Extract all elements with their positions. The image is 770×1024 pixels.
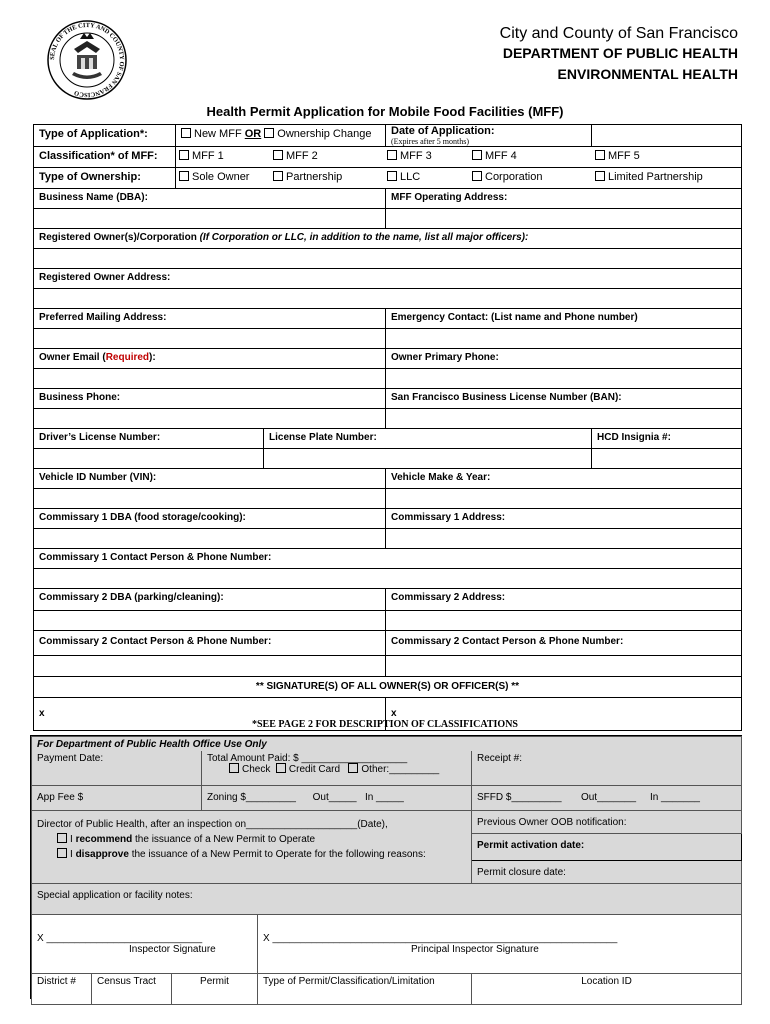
mff4-option[interactable]: MFF 4 [472, 147, 517, 166]
svg-text:SEAL OF THE CITY AND COUNTY OF: SEAL OF THE CITY AND COUNTY OF SAN FRANCISCO [48, 21, 126, 99]
commissary1-contact-field[interactable] [34, 569, 742, 589]
ownership-label: Type of Ownership: [34, 168, 176, 189]
office-use-heading: For Department of Public Health Office Use Only [32, 737, 742, 752]
commissary2-dba-label: Commissary 2 DBA (parking/cleaning): [34, 589, 386, 611]
principal-inspector-signature-cell[interactable]: X ______________________________________________________________ Principal Inspector Signature [258, 915, 742, 974]
date-of-application-field[interactable] [592, 125, 742, 147]
application-form [33, 124, 742, 731]
business-name-field[interactable] [34, 209, 386, 229]
office-use-section [30, 735, 742, 999]
mailing-address-label: Preferred Mailing Address: [34, 309, 386, 329]
mff5-option[interactable]: MFF 5 [595, 147, 640, 166]
license-plate-field[interactable] [264, 449, 592, 469]
business-name-label: Business Name (DBA): [34, 189, 386, 209]
corporation-option[interactable]: Corporation [472, 168, 542, 187]
mff-address-field[interactable] [386, 209, 742, 229]
total-paid-cell[interactable]: Total Amount Paid: $ ___________________ Check Credit Card Other:_________ [202, 751, 472, 786]
ownership-options [176, 168, 742, 189]
permit-col[interactable]: Permit [172, 974, 258, 1005]
mff1-option[interactable]: MFF 1 [179, 147, 224, 166]
registered-owner-label: Registered Owner(s)/Corporation (If Corporation or LLC, in addition to the name, list all major officers): [34, 229, 742, 249]
classification-label: Classification* of MFF: [34, 147, 176, 168]
commissary2-address-field[interactable] [386, 611, 742, 631]
llc-option[interactable]: LLC [387, 168, 420, 187]
hcd-insignia-field[interactable] [592, 449, 742, 469]
commissary2-contact-right-field[interactable] [386, 656, 742, 677]
commissary1-dba-label: Commissary 1 DBA (food storage/cooking): [34, 509, 386, 529]
owner-address-label: Registered Owner Address: [34, 269, 742, 289]
app-fee-cell[interactable]: App Fee $ [32, 786, 202, 811]
limited-partnership-option[interactable]: Limited Partnership [595, 168, 703, 187]
signature-field-right[interactable]: x [386, 698, 742, 731]
mailing-address-field[interactable] [34, 329, 386, 349]
payment-date-cell[interactable]: Payment Date: [32, 751, 202, 786]
commissary1-address-label: Commissary 1 Address: [386, 509, 742, 529]
emergency-contact-label: Emergency Contact: (List name and Phone number) [386, 309, 742, 329]
commissary2-dba-field[interactable] [34, 611, 386, 631]
commissary1-address-field[interactable] [386, 529, 742, 549]
ownership-change-checkbox[interactable] [264, 128, 274, 138]
sf-city-seal [46, 19, 128, 101]
sffd-cell[interactable]: SFFD $_________ Out_______ In _______ [472, 786, 742, 811]
make-year-label: Vehicle Make & Year: [386, 469, 742, 489]
license-plate-label: License Plate Number: [264, 429, 592, 449]
classification-note: *SEE PAGE 2 FOR DESCRIPTION OF CLASSIFICATIONS [252, 719, 518, 730]
census-tract-col[interactable]: Census Tract [92, 974, 172, 1005]
business-phone-field[interactable] [34, 409, 386, 429]
commissary2-contact-left-label: Commissary 2 Contact Person & Phone Number: [34, 631, 386, 656]
header-city: City and County of San Francisco [499, 25, 738, 42]
classification-options [176, 147, 742, 168]
mff3-option[interactable]: MFF 3 [387, 147, 432, 166]
ban-label: San Francisco Business License Number (BAN): [386, 389, 742, 409]
form-title: Health Permit Application for Mobile Food Facilities (MFF) [206, 104, 564, 119]
commissary1-contact-label: Commissary 1 Contact Person & Phone Number: [34, 549, 742, 569]
drivers-license-field[interactable] [34, 449, 264, 469]
mff-address-label: MFF Operating Address: [386, 189, 742, 209]
commissary2-address-label: Commissary 2 Address: [386, 589, 742, 611]
zoning-cell[interactable]: Zoning $_________ Out_____ In _____ [202, 786, 472, 811]
ban-field[interactable] [386, 409, 742, 429]
header-division: ENVIRONMENTAL HEALTH [557, 66, 738, 82]
commissary2-contact-left-field[interactable] [34, 656, 386, 677]
permit-type-col[interactable]: Type of Permit/Classification/Limitation [258, 974, 472, 1005]
previous-owner-cell[interactable]: Previous Owner OOB notification: [472, 811, 742, 834]
owner-phone-field[interactable] [386, 369, 742, 389]
owner-email-field[interactable] [34, 369, 386, 389]
type-of-application-options: New MFF OR Ownership Change [176, 125, 386, 147]
partnership-option[interactable]: Partnership [273, 168, 342, 187]
hcd-insignia-label: HCD Insignia #: [592, 429, 742, 449]
header-department: DEPARTMENT OF PUBLIC HEALTH [502, 45, 738, 61]
registered-owner-field[interactable] [34, 249, 742, 269]
recommend-option[interactable]: I recommend the issuance of a New Permit to Operate [57, 832, 466, 847]
new-mff-checkbox[interactable] [181, 128, 191, 138]
date-of-application-label: Date of Application: (Expires after 5 months) [386, 125, 592, 147]
director-approval-cell: Director of Public Health, after an inspection on____________________(Date), I recommend the issuance of a New Permit to Operate I disapprove the issuance of a New Permit to Operate for the following reasons: [32, 811, 472, 884]
location-id-col[interactable]: Location ID [472, 974, 742, 1005]
special-notes-cell[interactable]: Special application or facility notes: [32, 884, 742, 915]
mff2-option[interactable]: MFF 2 [273, 147, 318, 166]
signatures-heading: ** SIGNATURE(S) OF ALL OWNER(S) OR OFFICER(S) ** [34, 677, 742, 698]
closure-date-cell[interactable]: Permit closure date: [472, 861, 742, 884]
owner-address-field[interactable] [34, 289, 742, 309]
drivers-license-label: Driver’s License Number: [34, 429, 264, 449]
sole-owner-option[interactable]: Sole Owner [179, 168, 249, 187]
vin-field[interactable] [34, 489, 386, 509]
owner-phone-label: Owner Primary Phone: [386, 349, 742, 369]
type-of-application-label: Type of Application*: [34, 125, 176, 147]
activation-date-cell[interactable]: Permit activation date: [472, 834, 742, 861]
owner-email-label: Owner Email (Required): [34, 349, 386, 369]
inspector-signature-cell[interactable]: X ____________________________ Inspector Signature [32, 915, 258, 974]
commissary1-dba-field[interactable] [34, 529, 386, 549]
disapprove-option[interactable]: I disapprove the issuance of a New Permit to Operate for the following reasons: [57, 847, 466, 862]
commissary2-contact-right-label: Commissary 2 Contact Person & Phone Number: [386, 631, 742, 656]
district-col[interactable]: District # [32, 974, 92, 1005]
vin-label: Vehicle ID Number (VIN): [34, 469, 386, 489]
make-year-field[interactable] [386, 489, 742, 509]
emergency-contact-field[interactable] [386, 329, 742, 349]
business-phone-label: Business Phone: [34, 389, 386, 409]
receipt-cell[interactable]: Receipt #: [472, 751, 742, 786]
signature-field-left[interactable]: x [34, 698, 386, 731]
